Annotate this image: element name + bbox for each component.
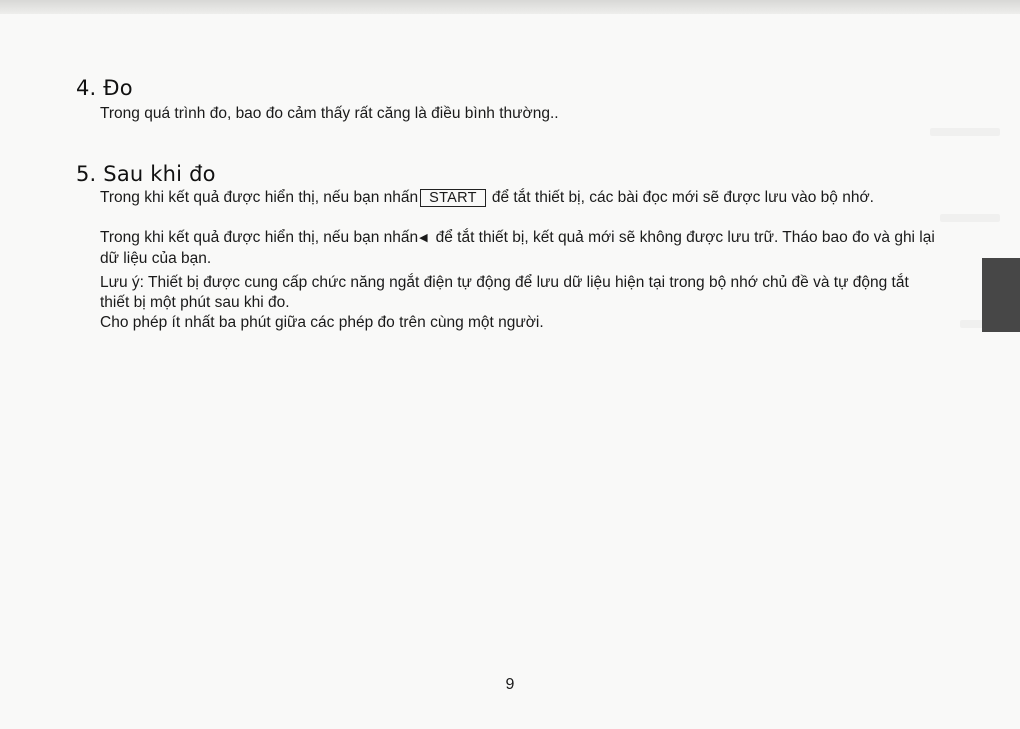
page-top-edge xyxy=(0,0,1020,14)
section-5-rest-note: Cho phép ít nhất ba phút giữa các phép đo trên cùng một người. xyxy=(100,314,544,331)
paragraph-text: Trong khi kết quả được hiển thị, nếu bạn nhấn xyxy=(100,229,419,246)
page-number: 9 xyxy=(505,676,515,693)
bleed-through-mark xyxy=(930,128,1000,136)
section-5-note: Lưu ý: Thiết bị được cung cấp chức năng ngắt điện tự động để lưu dữ liệu hiện tại trong bộ nhớ chủ đề và tự động tắt thiết bị một phút sau khi đo. xyxy=(100,274,909,311)
left-arrow-key-icon: ◀ xyxy=(419,232,428,244)
paragraph-text: Trong khi kết quả được hiển thị, nếu bạn nhấn xyxy=(100,189,419,206)
section-4-heading: 4. Đo xyxy=(76,76,133,100)
paragraph-text: để tắt thiết bị, kết quả mới sẽ không được lưu trữ. Tháo bao đo và ghi lại dữ liệu của bạn. xyxy=(100,229,935,267)
section-4-body: Trong quá trình đo, bao đo cảm thấy rất căng là điều bình thường.. xyxy=(100,105,559,122)
bleed-through-mark xyxy=(940,214,1000,222)
section-thumb-tab xyxy=(982,258,1020,332)
paragraph-text: để tắt thiết bị, các bài đọc mới sẽ được lưu vào bộ nhớ. xyxy=(491,189,874,206)
start-key-label: START xyxy=(420,189,486,207)
section-5-heading: 5. Sau khi đo xyxy=(76,162,216,186)
section-5-paragraph-arrow xyxy=(100,228,940,269)
section-5-paragraph-start xyxy=(100,188,940,208)
